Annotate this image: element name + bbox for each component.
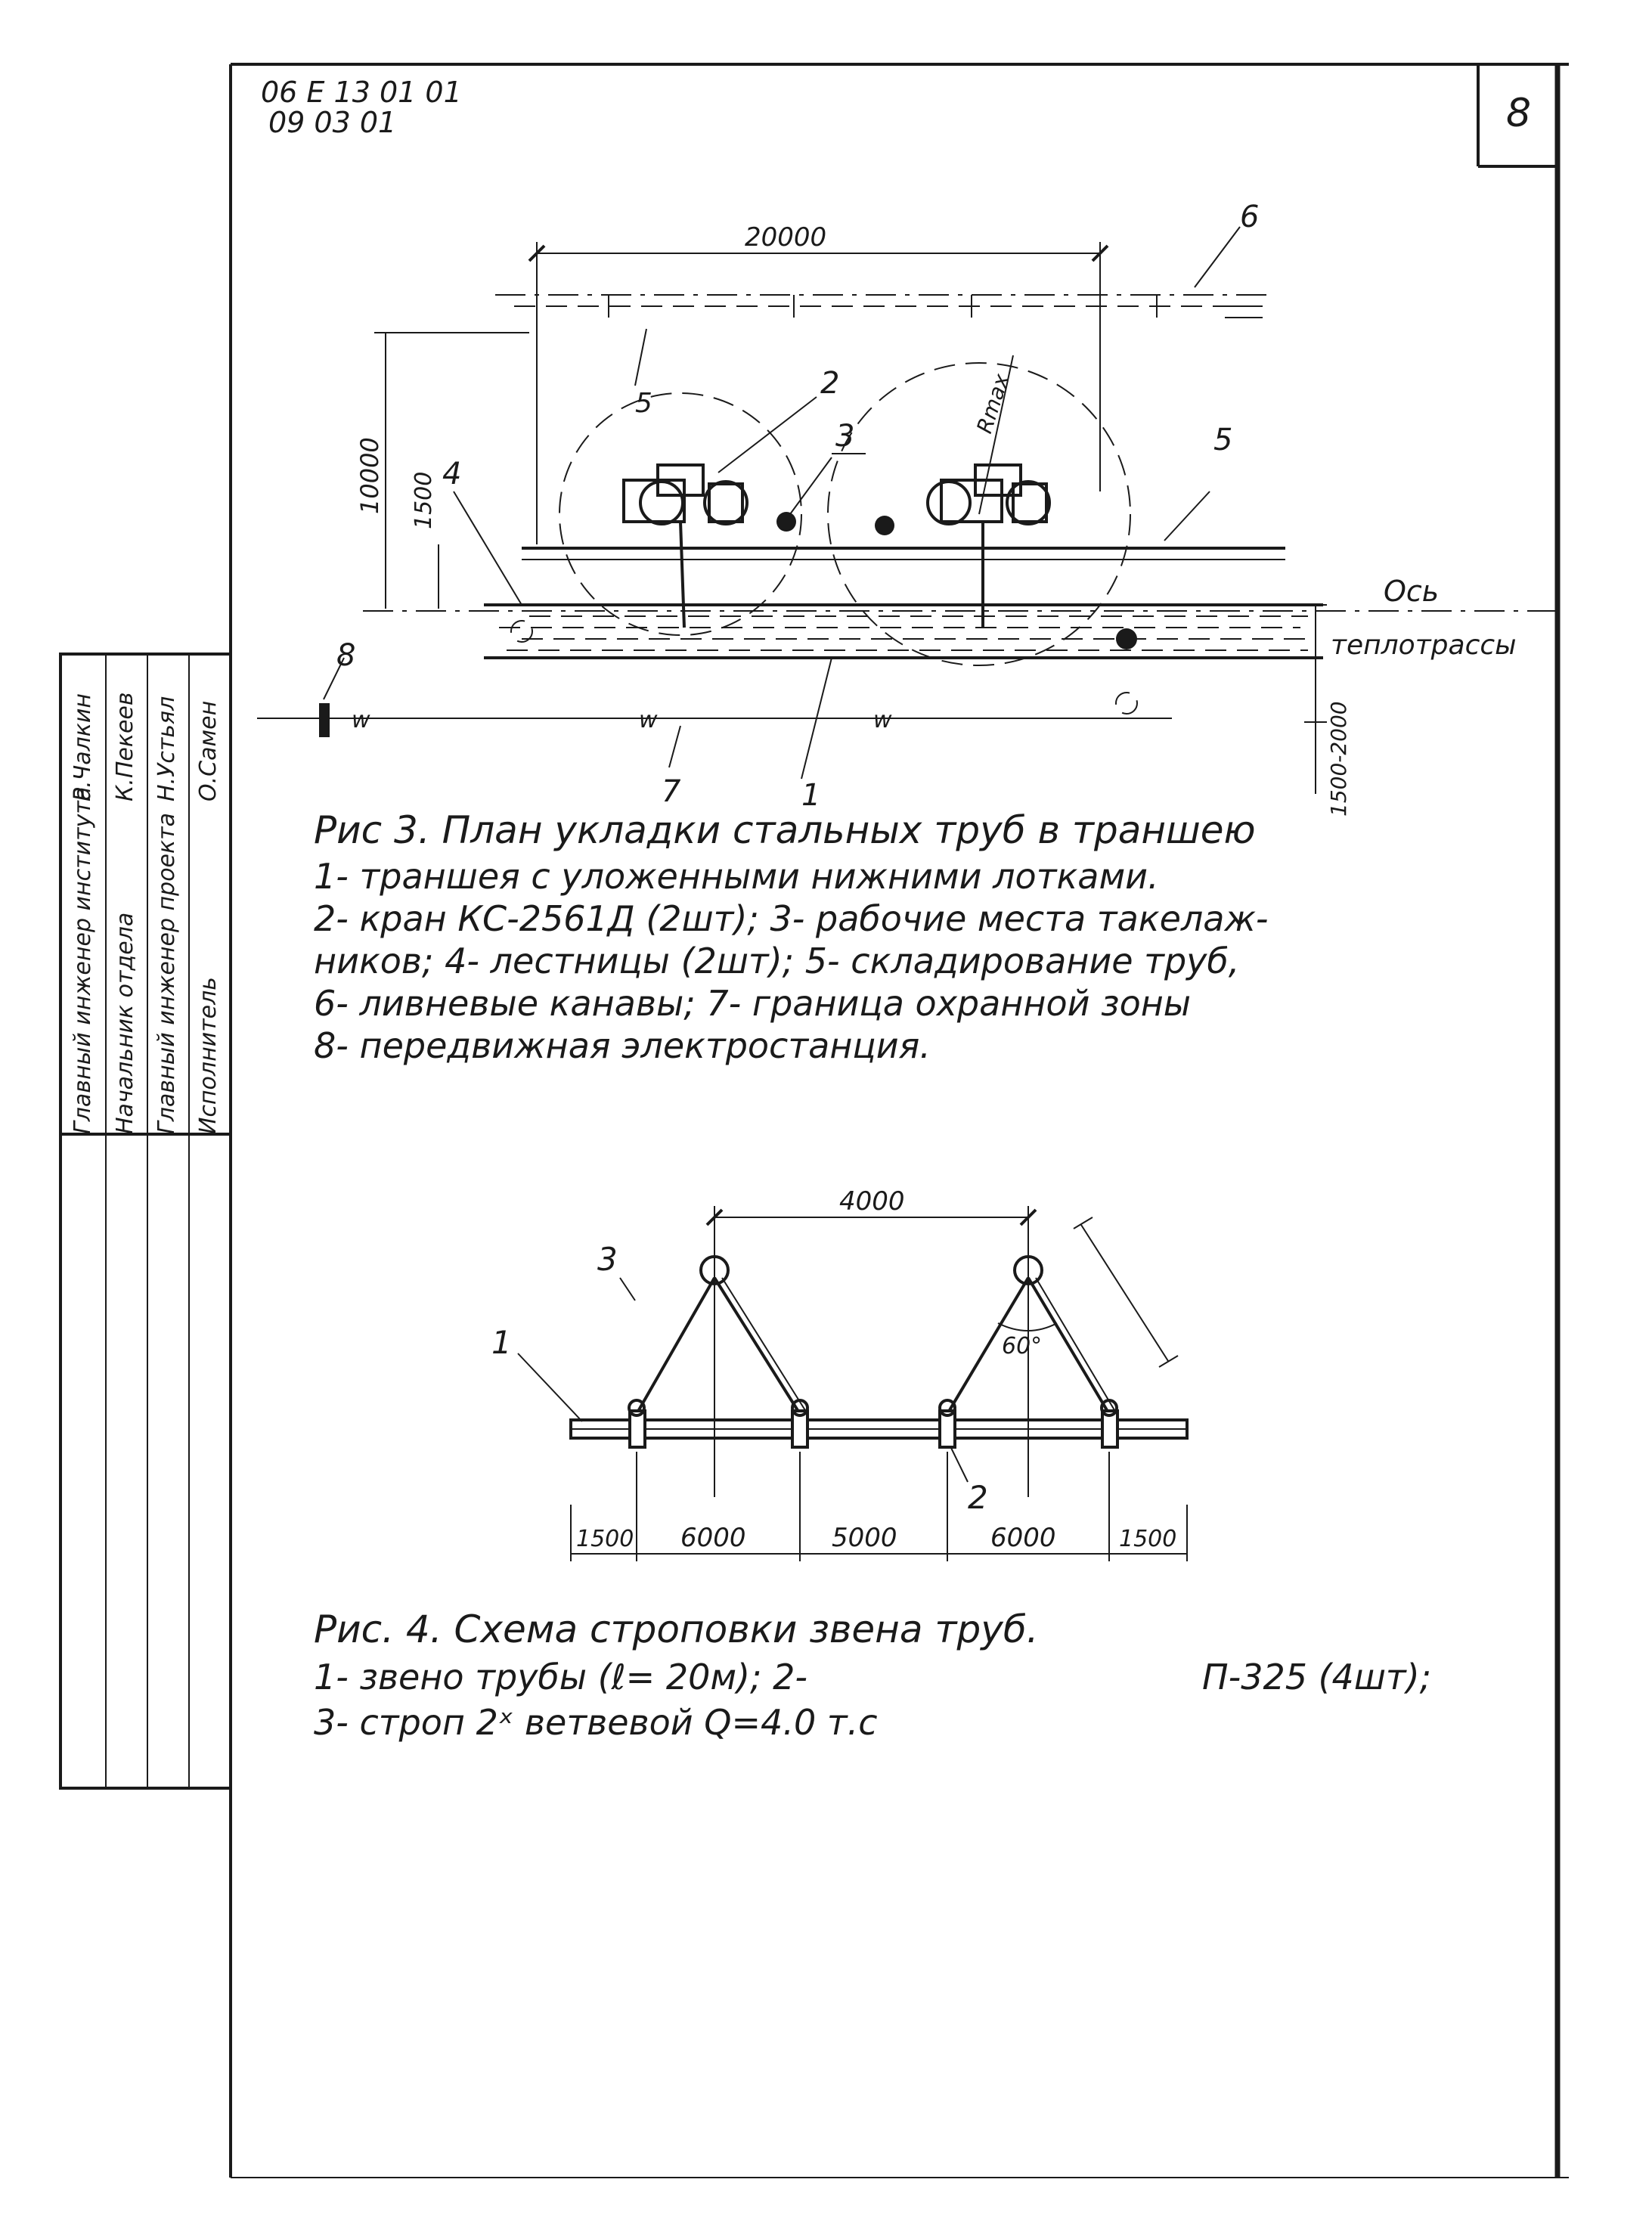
- document-code-1: 06 Е 13 01 01: [261, 76, 462, 109]
- dim-bottom-2: 6000: [680, 1523, 746, 1553]
- stamp-role-3: Главный инженер проекта: [153, 813, 180, 1134]
- dim-angle-60: 60°: [1002, 1333, 1043, 1359]
- callout-6: 7: [662, 774, 681, 809]
- dim-4000: 4000: [839, 1186, 905, 1217]
- callout-3: 3: [835, 419, 855, 454]
- callout-5-upper: 5: [635, 388, 652, 419]
- callout-8: 8: [336, 638, 356, 673]
- callout-1: 1: [801, 778, 821, 813]
- figure-3-legend-5: 8- передвижная электростанция.: [314, 1025, 931, 1066]
- stamp-name-2: К.Пекеев: [112, 692, 138, 801]
- dim-bottom-5: 1500: [1119, 1526, 1177, 1552]
- dim-bottom-1: 1500: [576, 1526, 634, 1552]
- figure-3-legend-2: 2- кран КС-2561Д (2шт); 3- рабочие места такелаж-: [314, 898, 1269, 939]
- callout-7: 6: [1240, 200, 1260, 234]
- figure-4-legend-1-left: 1- звено трубы (ℓ= 20м); 2-: [314, 1657, 808, 1697]
- fig4-callout-3: 3: [597, 1241, 618, 1278]
- callout-4: 4: [442, 457, 462, 491]
- dim-1500-2000: 1500-2000: [1326, 701, 1351, 817]
- figure-4-legend-2: 3- строп 2ˣ ветвевой Q=4.0 т.с: [314, 1702, 878, 1743]
- dim-10000: 10000: [355, 437, 384, 514]
- stamp-role-2: Начальник отдела: [112, 912, 138, 1134]
- figure-4-caption: [314, 1603, 1554, 1744]
- figure-4-legend-1-right: П-325 (4шт);: [1202, 1657, 1432, 1697]
- drain-marker-2: w: [639, 707, 658, 733]
- axis-label-os: Ось: [1384, 575, 1440, 608]
- callout-5-lower: 5: [1213, 423, 1233, 457]
- dim-bottom-3: 5000: [832, 1523, 897, 1553]
- figure-3-legend-3: ников; 4- лестницы (2шт); 5- складирование труб,: [314, 941, 1240, 981]
- figure-4-title: Рис. 4. Схема строповки звена труб.: [314, 1607, 1039, 1651]
- drain-marker-1: w: [352, 707, 370, 733]
- axis-label-heatmain: теплотрассы: [1331, 630, 1517, 661]
- dim-1500: 1500: [411, 471, 437, 529]
- sheet-number: 8: [1506, 91, 1532, 136]
- stamp-name-4: О.Самен: [195, 700, 222, 801]
- figure-3-legend-4: 6- ливневые канавы; 7- граница охранной зоны: [314, 983, 1192, 1024]
- stamp-name-3: Н.Устьял: [153, 696, 180, 801]
- stamp-role-1: Главный инженер института: [70, 786, 96, 1134]
- fig4-callout-2: 2: [968, 1479, 988, 1516]
- dim-bottom-4: 6000: [990, 1523, 1056, 1553]
- figure-4-legend-row-1: [314, 1656, 1554, 1701]
- dim-20000: 20000: [745, 222, 827, 253]
- fig4-callout-1: 1: [491, 1324, 512, 1361]
- figure-3-legend-1: 1- траншея с уложенными нижними лотками.: [314, 856, 1159, 897]
- dim-rmax: Rmax: [972, 370, 1015, 437]
- drain-marker-3: w: [873, 707, 892, 733]
- document-code-2: 09 03 01: [268, 106, 397, 139]
- callout-2: 2: [820, 366, 840, 401]
- stamp-role-4: Исполнитель: [195, 977, 222, 1134]
- figure-3-title: Рис 3. План укладки стальных труб в траншею: [314, 808, 1256, 852]
- stamp-name-1: Р.Чалкин: [70, 693, 96, 801]
